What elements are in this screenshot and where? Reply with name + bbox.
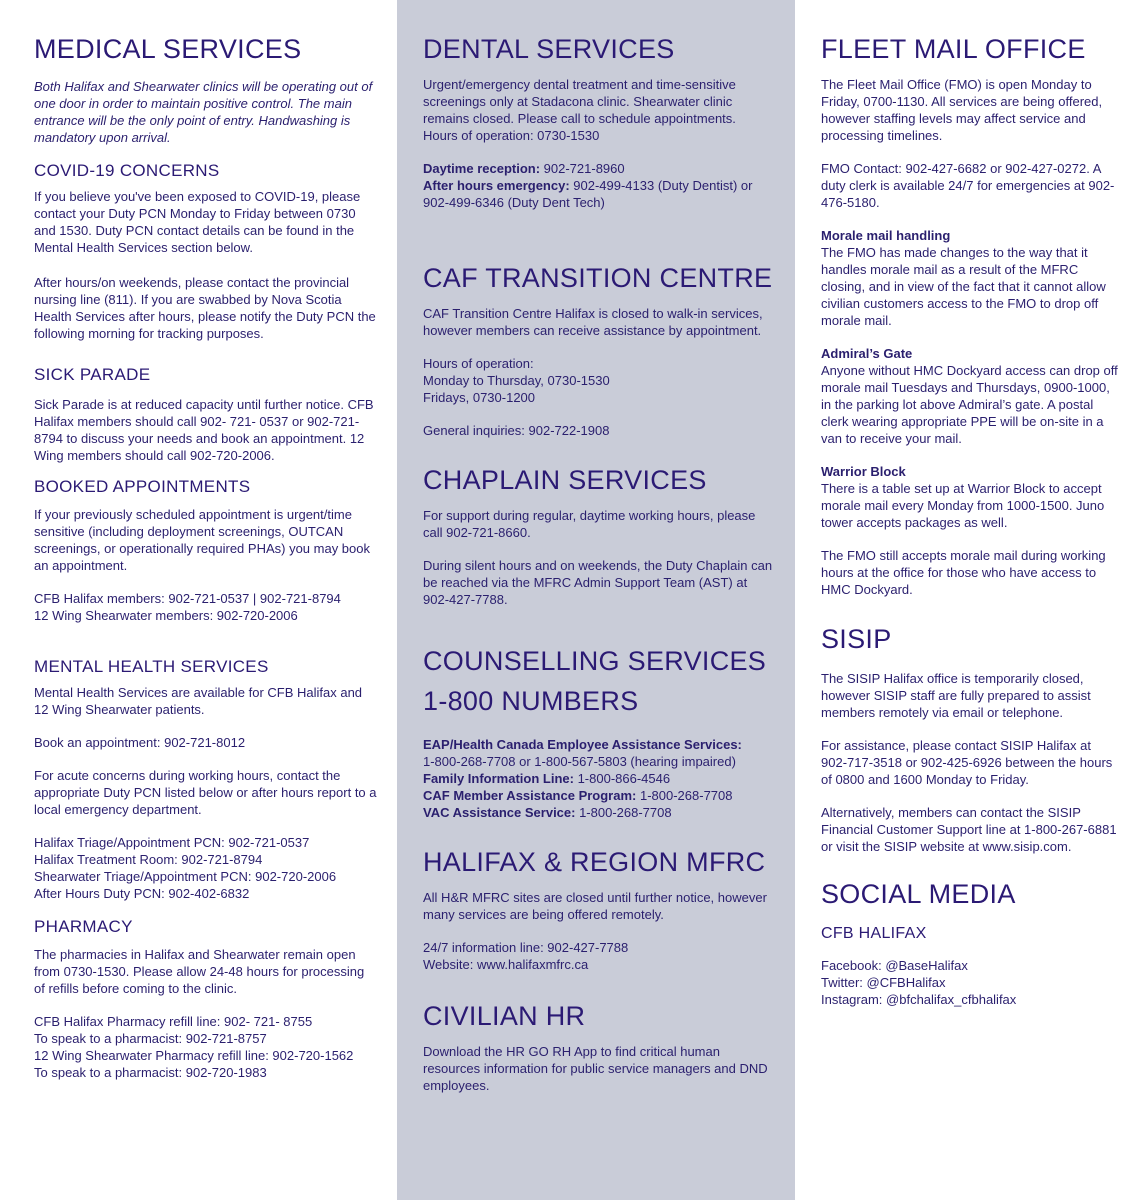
booked-paragraph-1: If your previously scheduled appointment is urgent/time sensitive (including deployment screenings, OUTCAN screenings, or operationally required PHAs) you may book an appointment. bbox=[34, 507, 371, 573]
mental-health-paragraph-2: Book an appointment: 902-721-8012 bbox=[34, 735, 246, 750]
counselling-vac bbox=[423, 804, 773, 821]
mental-health-paragraph-1: Mental Health Services are available for CFB Halifax and 12 Wing Shearwater patients. bbox=[34, 685, 363, 717]
fmo-contact: FMO Contact: 902-427-6682 or 902-427-0272. A duty clerk is available 24/7 for emergencies at 902-476-5180. bbox=[821, 161, 1115, 210]
counselling-vac-label: VAC Assistance Service: bbox=[423, 805, 576, 820]
dental-paragraph-1: Urgent/emergency dental treatment and time-sensitive screenings only at Stadacona clinic. Shearwater clinic remains closed. Please call to schedule appointments. Hours of operation: 0730-1530 bbox=[423, 77, 736, 143]
column-right bbox=[795, 0, 1135, 1200]
social-media-title: SOCIAL MEDIA bbox=[821, 879, 1016, 909]
dental-reception-label: Daytime reception: bbox=[423, 161, 541, 176]
chaplain-services-title: CHAPLAIN SERVICES bbox=[423, 465, 707, 495]
sisip-paragraph-3: Alternatively, members can contact the SISIP Financial Customer Support line at 1-800-267-6881 or visit the SISIP website at www.sisip.com. bbox=[821, 805, 1117, 854]
dental-emergency-label: After hours emergency: bbox=[423, 178, 570, 193]
transition-paragraph-1: CAF Transition Centre Halifax is closed to walk-in services, however members can receive assistance by appointment. bbox=[423, 306, 763, 338]
covid-paragraph-2: After hours/on weekends, please contact the provincial nursing line (811). If you are swabbed by Nova Scotia Health Services after hours, please notify the Duty PCN the following morning for tracking purposes. bbox=[34, 275, 376, 341]
transition-inquiries: General inquiries: 902-722-1908 bbox=[423, 423, 610, 438]
sick-parade-paragraph: Sick Parade is at reduced capacity until further notice. CFB Halifax members should call 902- 721- 0537 or 902-721-8794 to discuss your needs and book an appointment. 12 Wing members should call 902-720-2006. bbox=[34, 397, 374, 463]
social-media-handles: Facebook: @BaseHalifax Twitter: @CFBHalifax Instagram: @bfchalifax_cfbhalifax bbox=[821, 958, 1017, 1007]
counselling-family-label: Family Information Line: bbox=[423, 771, 574, 786]
transition-centre-title: CAF TRANSITION CENTRE bbox=[423, 263, 773, 293]
civilian-hr-paragraph: Download the HR GO RH App to find critical human resources information for public service managers and DND employees. bbox=[423, 1044, 768, 1093]
admirals-gate-label: Admiral’s Gate bbox=[821, 346, 913, 361]
fleet-mail-title: FLEET MAIL OFFICE bbox=[821, 34, 1086, 64]
counselling-caf-label: CAF Member Assistance Program: bbox=[423, 788, 637, 803]
mfrc-contacts: 24/7 information line: 902-427-7788 Website: www.halifaxmfrc.ca bbox=[423, 940, 629, 972]
column-middle bbox=[397, 0, 795, 1200]
fmo-paragraph-last: The FMO still accepts morale mail during working hours at the office for those who have access to HMC Dockyard. bbox=[821, 548, 1106, 597]
dental-reception-value: 902-721-8960 bbox=[540, 161, 625, 176]
counselling-vac-value: 1-800-268-7708 bbox=[575, 805, 672, 820]
counselling-family-value: 1-800-866-4546 bbox=[573, 771, 671, 786]
pharmacy-paragraph-1: The pharmacies in Halifax and Shearwater remain open from 0730-1530. Please allow 24-48 hours for processing of refills before coming to the clinic. bbox=[34, 947, 365, 996]
chaplain-paragraph-2: During silent hours and on weekends, the Duty Chaplain can be reached via the MFRC Admin Support Team (AST) at 902-427-7788. bbox=[423, 558, 773, 607]
pharmacy-contacts: CFB Halifax Pharmacy refill line: 902- 721- 8755 To speak to a pharmacist: 902-721-8757 12 Wing Shearwater Pharmacy refill line: 902-720-1562 To speak to a pharmacist: 902-720-1983 bbox=[34, 1014, 354, 1080]
chaplain-paragraph-1: For support during regular, daytime working hours, please call 902-721-8660. bbox=[423, 508, 756, 540]
admirals-gate-paragraph: Anyone without HMC Dockyard access can drop off morale mail Tuesdays and Thursdays, 0900-1000, in the parking lot above Admiral’s gate. A postal clerk wearing appropriate PPE will be on-site in a van to receive your mail. bbox=[821, 363, 1118, 446]
counselling-eap-label: EAP/Health Canada Employee Assistance Services: bbox=[423, 737, 742, 752]
warrior-block-label: Warrior Block bbox=[821, 464, 906, 479]
morale-mail-paragraph: The FMO has made changes to the way that it handles morale mail as a result of the MFRC closing, and in view of the fact that it cannot allow civilian customers access to the FMO to drop off morale mail. bbox=[821, 245, 1106, 328]
morale-mail-label: Morale mail handling bbox=[821, 228, 951, 243]
social-media-subtitle: CFB HALIFAX bbox=[821, 925, 927, 942]
dental-emergency-value: 902-499-4133 (Duty Dentist) or 902-499-6346 (Duty Dent Tech) bbox=[423, 178, 753, 210]
sisip-title: SISIP bbox=[821, 624, 892, 654]
fmo-paragraph-1: The Fleet Mail Office (FMO) is open Monday to Friday, 0700-1130. All services are being offered, however staffing levels may affect service and processing timelines. bbox=[821, 77, 1103, 143]
transition-hours: Hours of operation: Monday to Thursday, 0730-1530 Fridays, 0730-1200 bbox=[423, 356, 610, 405]
mental-health-contacts: Halifax Triage/Appointment PCN: 902-721-0537 Halifax Treatment Room: 902-721-8794 Shearwater Triage/Appointment PCN: 902-720-2006 After Hours Duty PCN: 902-402-6832 bbox=[34, 835, 337, 901]
booked-appointments-title: BOOKED APPOINTMENTS bbox=[34, 477, 251, 496]
counselling-caf bbox=[423, 787, 773, 804]
counselling-caf-value: 1-800-268-7708 bbox=[636, 788, 733, 803]
covid-title: COVID-19 CONCERNS bbox=[34, 161, 220, 180]
sisip-paragraph-1: The SISIP Halifax office is temporarily closed, however SISIP staff are fully prepared to assist members remotely via email or telephone. bbox=[821, 671, 1091, 720]
mfrc-paragraph-1: All H&R MFRC sites are closed until further notice, however many services are being offered remotely. bbox=[423, 890, 767, 922]
counselling-title-line-2: 1-800 NUMBERS bbox=[423, 686, 639, 716]
mental-health-title: MENTAL HEALTH SERVICES bbox=[34, 657, 269, 676]
counselling-eap bbox=[423, 736, 773, 770]
pharmacy-title: PHARMACY bbox=[34, 917, 133, 936]
warrior-block-paragraph: There is a table set up at Warrior Block to accept morale mail every Monday from 1000-1500. Juno tower accepts packages as well. bbox=[821, 481, 1105, 530]
dental-emergency bbox=[423, 177, 773, 211]
medical-intro: Both Halifax and Shearwater clinics will be operating out of one door in order to maintain positive control. The main entrance will be the only point of entry. Handwashing is mandatory upon arrival. bbox=[34, 79, 373, 145]
booked-paragraph-2: CFB Halifax members: 902-721-0537 | 902-721-8794 12 Wing Shearwater members: 902-720-2006 bbox=[34, 591, 341, 623]
dental-services-title: DENTAL SERVICES bbox=[423, 34, 675, 64]
civilian-hr-title: CIVILIAN HR bbox=[423, 1001, 586, 1031]
sick-parade-title: SICK PARADE bbox=[34, 365, 151, 384]
medical-services-title: MEDICAL SERVICES bbox=[34, 34, 302, 64]
sisip-paragraph-2: For assistance, please contact SISIP Halifax at 902-717-3518 or 902-425-6926 between the hours of 0800 and 1600 Monday to Friday. bbox=[821, 738, 1113, 787]
counselling-family bbox=[423, 770, 773, 787]
column-left bbox=[0, 0, 397, 1200]
dental-reception bbox=[423, 160, 773, 177]
mfrc-title: HALIFAX & REGION MFRC bbox=[423, 847, 766, 877]
counselling-eap-value: 1-800-268-7708 or 1-800-567-5803 (hearing impaired) bbox=[423, 754, 736, 769]
covid-paragraph-1: If you believe you've been exposed to COVID-19, please contact your Duty PCN Monday to Friday between 0730 and 1530. Duty PCN contact details can be found in the Mental Health Services section below. bbox=[34, 189, 361, 255]
mental-health-paragraph-3: For acute concerns during working hours, contact the appropriate Duty PCN listed below or after hours report to a local emergency department. bbox=[34, 768, 377, 817]
counselling-title-line-1: COUNSELLING SERVICES bbox=[423, 646, 767, 676]
